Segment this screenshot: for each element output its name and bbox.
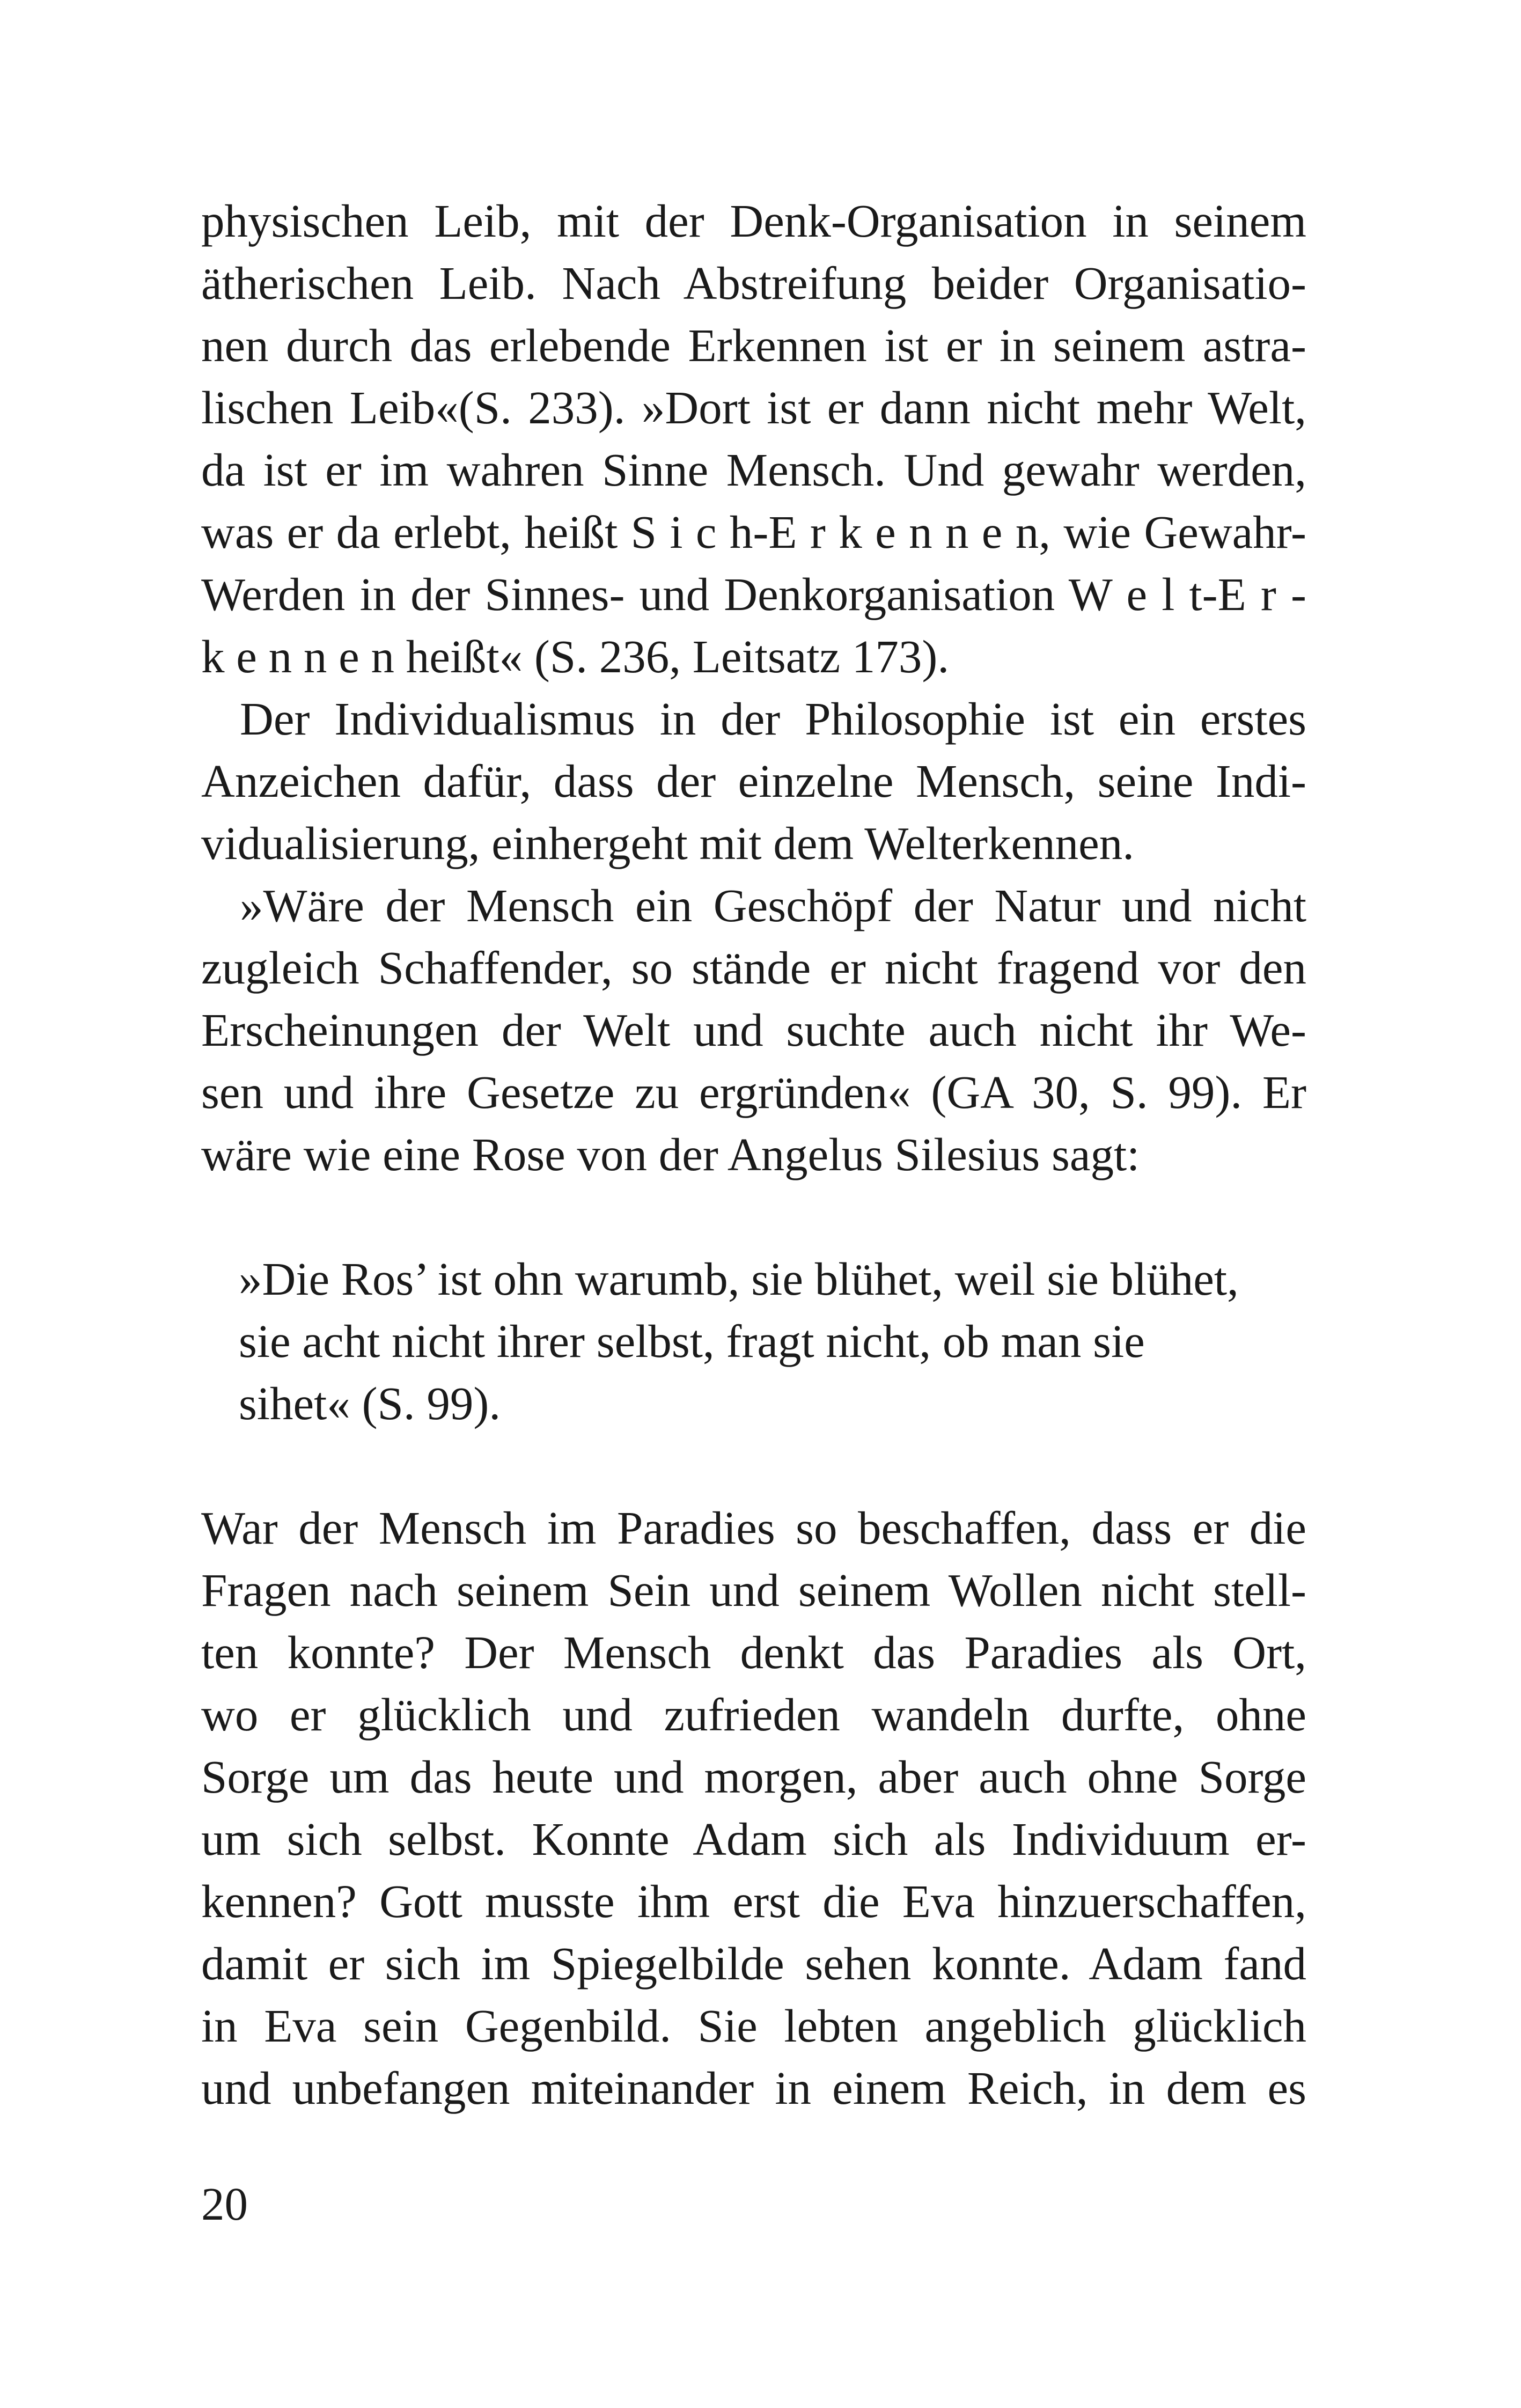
text-line: wäre wie eine Rose von der Angelus Silesius sagt: bbox=[201, 1128, 1140, 1180]
quote-line: sihet« (S. 99). bbox=[239, 1377, 501, 1429]
page-number: 20 bbox=[201, 2178, 248, 2230]
text-line: nen durch das erlebende Erkennen ist er in seinem astra- bbox=[201, 319, 1306, 371]
text-line-indented bbox=[201, 688, 1306, 750]
text-line: Erscheinungen der Welt und suchte auch nicht ihr We- bbox=[201, 1004, 1306, 1056]
text-line: wo er glücklich und zufrieden wandeln durfte, ohne bbox=[201, 1688, 1306, 1741]
text-line: Der Individualismus in der Philosophie ist ein erstes bbox=[240, 693, 1306, 745]
text-line: Sorge um das heute und morgen, aber auch ohne Sorge bbox=[201, 1751, 1306, 1803]
text-line: in Eva sein Gegenbild. Sie lebten angeblich glücklich bbox=[201, 2000, 1306, 2052]
text-line: ätherischen Leib. Nach Abstreifung beider Organisatio- bbox=[201, 257, 1306, 309]
text-line: »Wäre der Mensch ein Geschöpf der Natur und nicht bbox=[240, 879, 1306, 931]
text-line: damit er sich im Spiegelbilde sehen konnte. Adam fand bbox=[201, 1937, 1306, 1989]
text-line: zugleich Schaffender, so stände er nicht fragend vor den bbox=[201, 942, 1306, 994]
text-line: und unbefangen miteinander in einem Reich, in dem es bbox=[201, 2062, 1306, 2114]
text-line: sen und ihre Gesetze zu ergründen« (GA 30, S. 99). Er bbox=[201, 1066, 1306, 1118]
text-line: lischen Leib«(S. 233). »Dort ist er dann nicht mehr Welt, bbox=[201, 381, 1306, 434]
text-line: da ist er im wahren Sinne Mensch. Und gewahr werden, bbox=[201, 444, 1306, 496]
text-line: Werden in der Sinnes- und Denkorganisation W e l t-E r - bbox=[201, 568, 1306, 620]
quote-line: sie acht nicht ihrer selbst, fragt nicht, ob man sie bbox=[239, 1315, 1145, 1367]
text-line: physischen Leib, mit der Denk-Organisation in seinem bbox=[201, 195, 1306, 247]
text-line-indented bbox=[201, 875, 1306, 937]
quote-line: »Die Ros’ ist ohn warumb, sie blühet, weil sie blühet, bbox=[239, 1253, 1239, 1305]
text-line: k e n n e n heißt« (S. 236, Leitsatz 173). bbox=[201, 630, 950, 682]
text-line: vidualisierung, einhergeht mit dem Welterkennen. bbox=[201, 817, 1134, 869]
text-line: Fragen nach seinem Sein und seinem Wollen nicht stell- bbox=[201, 1564, 1306, 1616]
text-line: ten konnte? Der Mensch denkt das Paradies als Ort, bbox=[201, 1626, 1306, 1678]
text-line: Anzeichen dafür, dass der einzelne Mensch, seine Indi- bbox=[201, 755, 1306, 807]
text-line: was er da erlebt, heißt S i c h-E r k e n n e n, wie Gewahr- bbox=[201, 506, 1306, 558]
text-line: War der Mensch im Paradies so beschaffen, dass er die bbox=[201, 1502, 1306, 1554]
text-line: um sich selbst. Konnte Adam sich als Individuum er- bbox=[201, 1813, 1306, 1865]
text-line: kennen? Gott musste ihm erst die Eva hinzuerschaffen, bbox=[201, 1875, 1306, 1927]
